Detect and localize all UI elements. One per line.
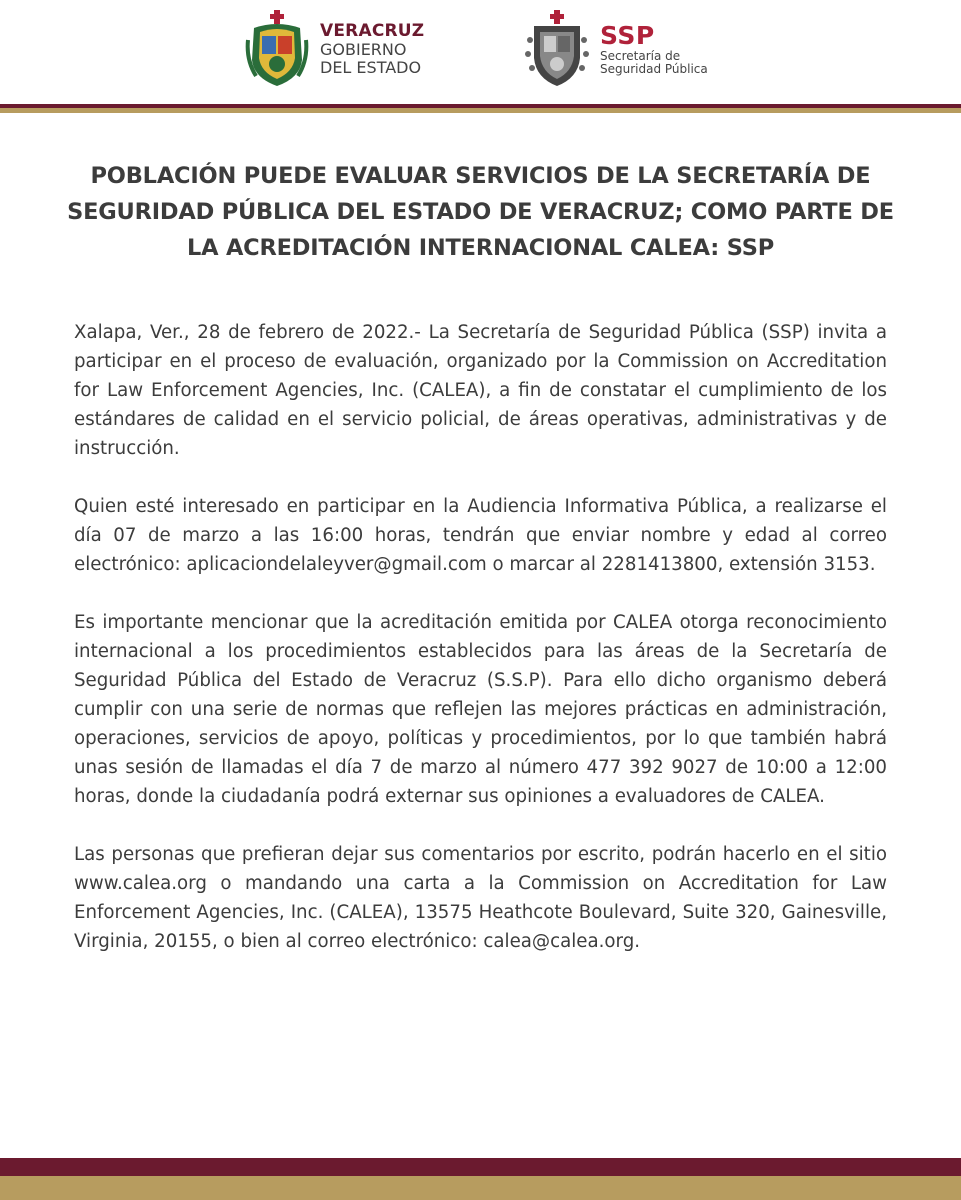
press-release-title: POBLACIÓN PUEDE EVALUAR SERVICIOS DE LA SECRETARÍA DE SEGURIDAD PÚBLICA DEL ESTADO DE VERACRUZ; COMO PARTE DE LA ACREDITACIÓN INTERNACIONAL CALEA: SSP bbox=[67, 163, 894, 261]
veracruz-coat-of-arms-icon bbox=[244, 10, 310, 88]
paragraph-2: Quien esté interesado en participar en la Audiencia Informativa Pública, a realizarse el día 07 de marzo a las 16:00 horas, tendrán que enviar nombre y edad al correo electrónico: aplicaciondelaleyver@gmail.com o marcar al 2281413800, extensión 3153. bbox=[74, 496, 887, 575]
paragraph-3: Es importante mencionar que la acreditación emitida por CALEA otorga reconocimiento internacional a los procedimientos establecidos para las áreas de la Secretaría de Seguridad Pública del Estado de Veracruz (S.S.P). Para ello dicho organismo deberá cumplir con una serie de normas que reflejen las mejores prácticas en administración, operaciones, servicios de apoyo, políticas y procedimientos, por lo que también habrá unas sesión de llamadas el día 7 de marzo al número 477 392 9027 de 10:00 a 12:00 horas, donde la ciudadanía podrá externar sus opiniones a evaluadores de CALEA. bbox=[74, 612, 887, 807]
ssp-shield-icon bbox=[524, 10, 590, 88]
paragraph-4: Las personas que prefieran dejar sus comentarios por escrito, podrán hacerlo en el sitio www.calea.org o mandando una carta a la Commission on Accreditation for Law Enforcement Agencies, Inc. (CALEA), 13575 Heathcote Boulevard, Suite 320, Gainesville, Virginia, 20155, o bien al correo electrónico: calea@calea.org. bbox=[74, 844, 887, 952]
footer-band-gold bbox=[0, 1176, 961, 1200]
press-release-body bbox=[74, 318, 887, 985]
gobierno-subtitle-2: DEL ESTADO bbox=[320, 57, 422, 77]
header bbox=[0, 0, 961, 104]
ssp-logo bbox=[524, 10, 708, 88]
gobierno-subtitle-1: GOBIERNO bbox=[320, 39, 407, 59]
paragraph-1: Xalapa, Ver., 28 de febrero de 2022.- La Secretaría de Seguridad Pública (SSP) invita a participar en el proceso de evaluación, organizado por la Commission on Accreditation for Law Enforcement Agencies, Inc. (CALEA), a fin de constatar el cumplimiento de los estándares de calidad en el servicio policial, de áreas operativas, administrativas y de instrucción. bbox=[74, 322, 887, 459]
gobierno-veracruz-logo bbox=[244, 10, 424, 88]
ssp-acronym: SSP bbox=[600, 21, 655, 51]
ssp-name-2: Seguridad Pública bbox=[600, 61, 708, 76]
footer-band-maroon bbox=[0, 1158, 961, 1176]
gobierno-title: VERACRUZ bbox=[320, 20, 425, 41]
header-band-gold bbox=[0, 108, 961, 113]
ssp-name-1: Secretaría de bbox=[600, 48, 681, 63]
